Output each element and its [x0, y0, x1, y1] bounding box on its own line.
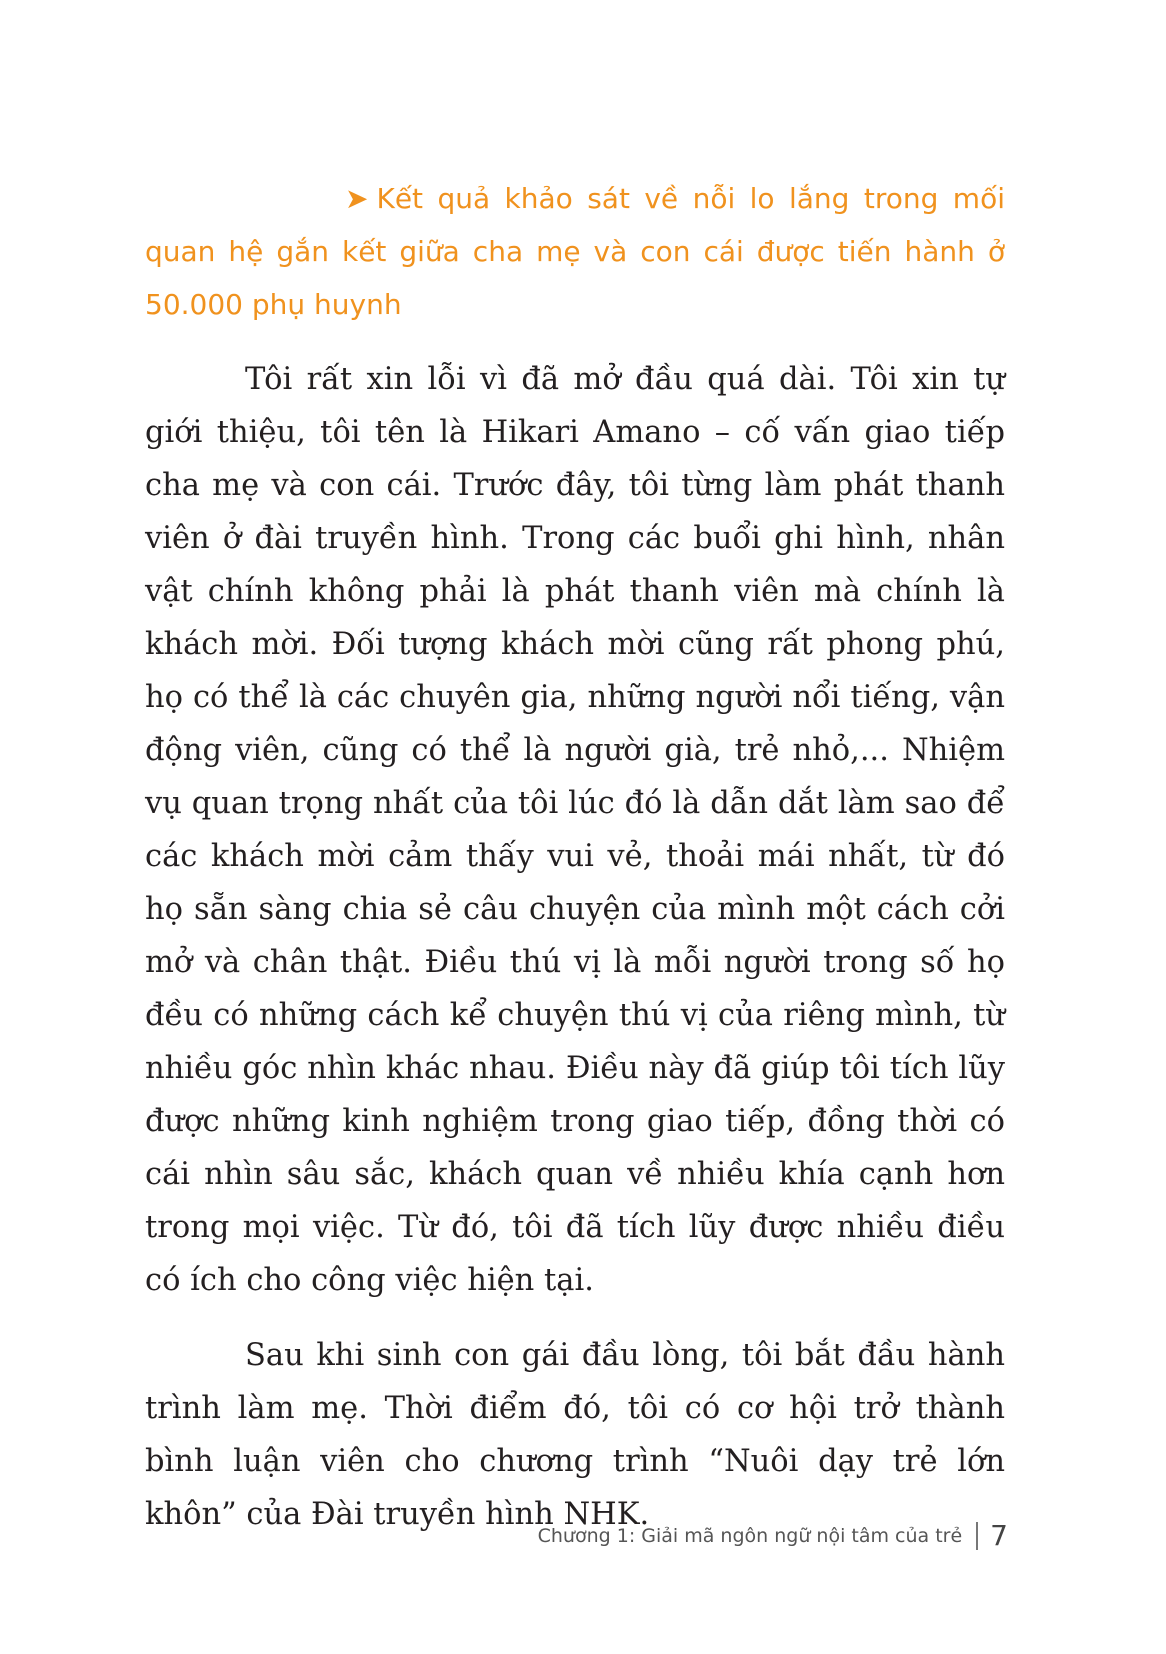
section-heading-text: Kết quả khảo sát về nỗi lo lắng trong mối quan hệ gắn kết giữa cha mẹ và con cái được tiến hành ở 50.000 phụ huynh [145, 182, 1005, 321]
page-footer [538, 1519, 1008, 1552]
body-text [145, 353, 1005, 1541]
paragraph-2: Sau khi sinh con gái đầu lòng, tôi bắt đầu hành trình làm mẹ. Thời điểm đó, tôi có cơ hội trở thành bình luận viên cho chương trình “Nuôi dạy trẻ lớn khôn” của Đài truyền hình NHK. [145, 1338, 1005, 1532]
chapter-title: Chương 1: Giải mã ngôn ngữ nội tâm của trẻ [537, 1524, 963, 1547]
page-number: 7 [990, 1519, 1008, 1552]
right-arrowhead-icon: ➤ [345, 182, 369, 215]
footer-divider [976, 1522, 978, 1550]
paragraph-1: Tôi rất xin lỗi vì đã mở đầu quá dài. Tôi xin tự giới thiệu, tôi tên là Hikari Amano – cố vấn giao tiếp cha mẹ và con cái. Trước đây, tôi từng làm phát thanh viên ở đài truyền hình. Trong các buổi ghi hình, nhân vật chính không phải là phát thanh viên mà chính là khách mời. Đối tượng khách mời cũng rất phong phú, họ có thể là các chuyên gia, những người nổi tiếng, vận động viên, cũng có thể là người già, trẻ nhỏ,... Nhiệm vụ quan trọng nhất của tôi lúc đó là dẫn dắt làm sao để các khách mời cảm thấy vui vẻ, thoải mái nhất, từ đó họ sẵn sàng chia sẻ câu chuyện của mình một cách cởi mở và chân thật. Điều thú vị là mỗi người trong số họ đều có những cách kể chuyện thú vị của riêng mình, từ nhiều góc nhìn khác nhau. Điều này đã giúp tôi tích lũy được những kinh nghiệm trong giao tiếp, đồng thời có cái nhìn sâu sắc, khách quan về nhiều khía cạnh hơn trong mọi việc. Từ đó, tôi đã tích lũy được nhiều điều có ích cho công việc hiện tại. [145, 362, 1005, 1298]
section-heading [145, 172, 1005, 331]
